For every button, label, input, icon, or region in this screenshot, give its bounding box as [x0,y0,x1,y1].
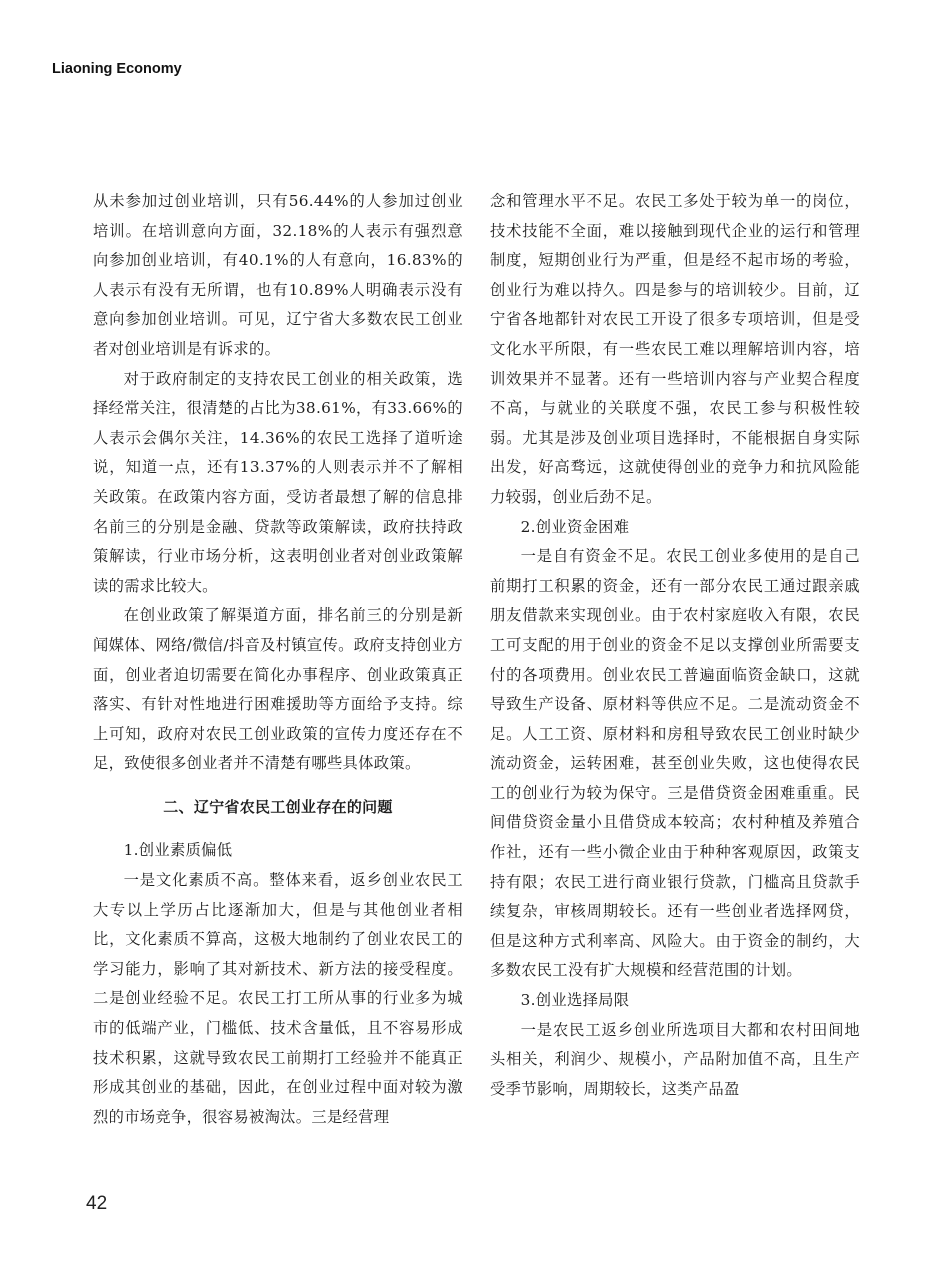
paragraph: 对于政府制定的支持农民工创业的相关政策，选择经常关注，很清楚的占比为38.61%，有33.66%的人表示会偶尔关注，14.36%的农民工选择了道听途说，知道一点，还有13.37%的人则表示并不了解相关政策。在政策内容方面，受访者最想了解的信息排名前三的分别是金融、贷款等政策解读，政府扶持政策解读，行业市场分析，这表明创业者对创业政策解读的需求比较大。 [93,369,463,595]
paragraph: 念和管理水平不足。农民工多处于较为单一的岗位，技术技能不全面，难以接触到现代企业的运行和管理制度，短期创业行为严重，但是经不起市场的考验，创业行为难以持久。四是参与的培训较少。目前，辽宁省各地都针对农民工开设了很多专项培训，但是受文化水平所限，有一些农民工难以理解培训内容，培训效果并不显著。还有一些培训内容与产业契合程度不高，与就业的关联度不强，农民工参与积极性较弱。尤其是涉及创业项目选择时，不能根据自身实际出发，好高骛远，这就使得创业的竞争力和抗风险能力较弱，创业后劲不足。 [490,192,860,506]
paragraph: 一是文化素质不高。整体来看，返乡创业农民工大专以上学历占比逐渐加大，但是与其他创业者相比，文化素质不算高，这极大地制约了创业农民工的学习能力，影响了其对新技术、新方法的接受程度。二是创业经验不足。农民工打工所从事的行业多为城市的低端产业，门槛低、技术含量低，且不容易形成技术积累，这就导致农民工前期打工经验并不能真正形成其创业的基础，因此，在创业过程中面对较为激烈的市场竞争，很容易被淘汰。三是经营理 [93,871,463,1126]
paragraph: 一是农民工返乡创业所选项目大都和农村田间地头相关，利润少、规模小，产品附加值不高，且生产受季节影响，周期较长，这类产品盈 [490,1020,860,1098]
paragraph: 从未参加过创业培训，只有56.44%的人参加过创业培训。在培训意向方面，32.18%的人表示有强烈意向参加创业培训，有40.1%的人有意向，16.83%的人表示有没有无所谓，也有10.89%人明确表示没有意向参加创业培训。可见，辽宁省大多数农民工创业者对创业培训是有诉求的。 [93,192,463,358]
paragraph: 一是自有资金不足。农民工创业多使用的是自己前期打工积累的资金，还有一部分农民工通过跟亲戚朋友借款来实现创业。由于农村家庭收入有限，农民工可支配的用于创业的资金不足以支撑创业所需要支付的各项费用。创业农民工普遍面临资金缺口，这就导致生产设备、原材料等供应不足。二是流动资金不足。人工工资、原材料和房租导致农民工创业时缺少流动资金，运转困难，甚至创业失败，这也使得农民工的创业行为较为保守。三是借贷资金困难重重。民间借贷资金量小且借贷成本较高；农村种植及养殖合作社，还有一些小微企业由于种种客观原因，政策支持有限；农民工进行商业银行贷款，门槛高且贷款手续复杂，审核周期较长。还有一些创业者选择网贷，但是这种方式利率高、风险大。由于资金的制约，大多数农民工没有扩大规模和经营范围的计划。 [490,547,860,980]
running-title: Liaoning Economy [52,61,182,77]
left-column [93,187,463,1132]
subheading: 1.创业素质偏低 [123,841,233,860]
section-heading: 二、辽宁省农民工创业存在的问题 [163,797,393,816]
right-column [490,187,860,1104]
paragraph: 在创业政策了解渠道方面，排名前三的分别是新闻媒体、网络/微信/抖音及村镇宣传。政府支持创业方面，创业者迫切需要在简化办事程序、创业政策真正落实、有针对性地进行困难援助等方面给予支持。综上可知，政府对农民工创业政策的宣传力度还存在不足，致使很多创业者并不清楚有哪些具体政策。 [93,606,463,773]
page-number: 42 [86,1193,108,1214]
subheading: 2.创业资金困难 [520,517,630,536]
subheading: 3.创业选择局限 [520,991,630,1010]
